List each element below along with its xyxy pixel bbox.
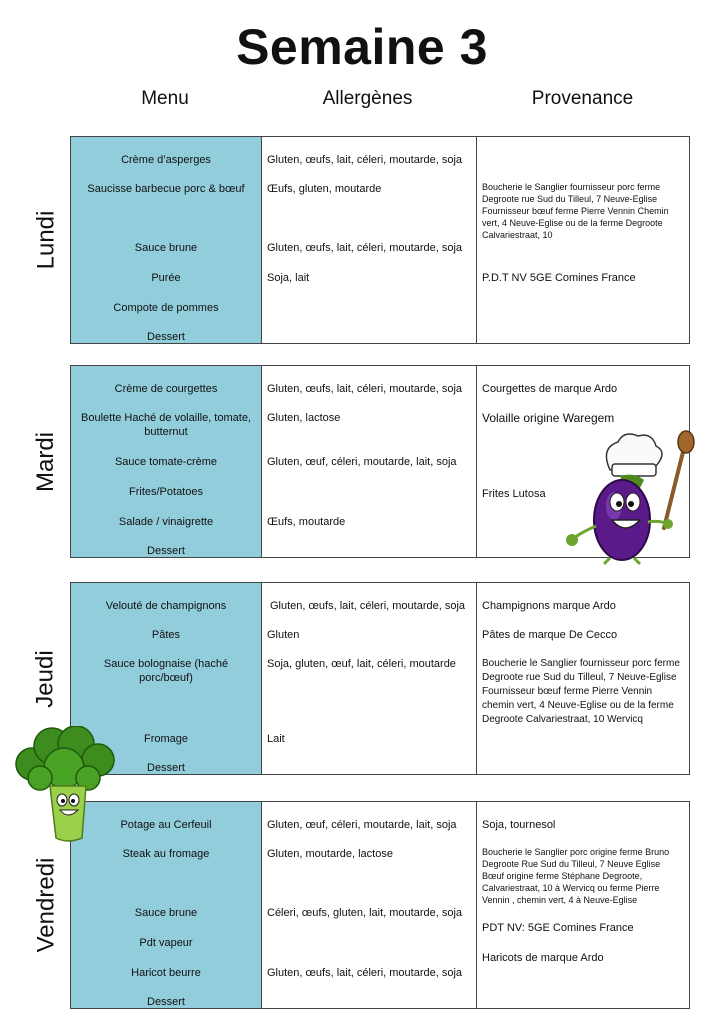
provenance-cell: Boucherie le Sanglier fournisseur porc ferme Degroote rue Sud du Tilleul, 7 Neuve-Eglise Fournisseur bœuf ferme Pierre Vennin chemin vert, 4 Neuve-Eglise ou de la ferme Degroote Calvariestraat, 10 Wervicq (482, 658, 680, 725)
day-label-jeudi: Jeudi (32, 649, 59, 708)
allergen-cell: Gluten, lactose (267, 412, 341, 424)
menu-item: Sauce brune (134, 242, 198, 254)
day-block-vendredi (70, 801, 690, 1009)
allergen-cell: Gluten, œufs, lait, céleri, moutarde, soja (267, 242, 463, 254)
allergen-cell: Gluten, moutarde, lactose (267, 848, 393, 860)
allergen-cell: Gluten (267, 629, 300, 641)
eggplant-chef-mascot (552, 428, 702, 568)
provenance-cell: Soja, tournesol (482, 819, 556, 831)
allergen-cell: Gluten, œuf, céleri, moutarde, lait, soja (267, 456, 457, 468)
menu-item: Crème d’asperges (121, 154, 211, 166)
menu-item: Pâtes (151, 629, 181, 641)
menu-item: Potage au Cerfeuil (120, 819, 212, 831)
menu-item: Dessert (147, 996, 185, 1008)
menu-item: Sauce tomate-crème (114, 456, 218, 468)
allergen-cell: Soja, gluten, œuf, lait, céleri, moutarde (267, 658, 456, 670)
provenance-cell: PDT NV: 5GE Comines France (482, 922, 634, 934)
allergen-cell: Gluten, œufs, lait, céleri, moutarde, soja (270, 600, 466, 612)
header-provenance: Provenance (531, 88, 634, 109)
menu-item: Steak au fromage (122, 848, 210, 860)
menu-item: Haricot beurre (131, 967, 201, 979)
menu-item: Crème de courgettes (114, 383, 218, 395)
menu-item: Frites/Potatoes (129, 486, 203, 498)
menu-item: Dessert (147, 762, 185, 774)
provenance-cell: P.D.T NV 5GE Comines France (482, 272, 636, 284)
header-allergens: Allergènes (322, 88, 413, 109)
allergen-cell: Œufs, gluten, moutarde (267, 183, 382, 195)
menu-item: Fromage (143, 733, 189, 745)
provenance-cell: Boucherie le Sanglier fournisseur porc ferme Degroote rue Sud du Tilleul, 7 Neuve-Eglise Fournisseur bœuf ferme Pierre Vennin Chemin vert, 4 Neuve-Eglise ou de la ferme Degroote Calvariestraat, 10 (482, 182, 669, 240)
page-title: Semaine 3 (236, 19, 488, 75)
allergen-cell: Lait (267, 733, 285, 745)
provenance-cell: Haricots de marque Ardo (482, 952, 604, 964)
menu-item: Saucisse barbecue porc & bœuf (87, 183, 245, 195)
allergen-column (261, 137, 477, 343)
provenance-cell: Frites Lutosa (482, 488, 546, 500)
menu-item: Salade / vinaigrette (118, 516, 214, 528)
provenance-cell: Courgettes de marque Ardo (482, 383, 618, 395)
allergen-cell: Soja, lait (267, 272, 310, 284)
allergen-cell: Gluten, œufs, lait, céleri, moutarde, soja (267, 383, 463, 395)
menu-item: Pdt vapeur (139, 937, 193, 949)
day-label-vendredi: Vendredi (32, 857, 59, 953)
header-menu: Menu (141, 88, 189, 109)
provenance-cell: Volaille origine Waregem (482, 411, 615, 425)
menu-item: Purée (151, 272, 181, 284)
allergen-cell: Céleri, œufs, gluten, lait, moutarde, soja (267, 907, 463, 919)
day-label-lundi: Lundi (32, 210, 60, 270)
provenance-cell: Pâtes de marque De Cecco (482, 629, 618, 641)
day-label-mardi: Mardi (32, 431, 60, 492)
allergen-cell: Œufs, moutarde (267, 516, 346, 528)
menu-item: Dessert (147, 545, 185, 557)
provenance-cell: Champignons marque Ardo (482, 600, 616, 612)
day-block-jeudi (70, 582, 690, 775)
allergen-cell: Gluten, œuf, céleri, moutarde, lait, soja (267, 819, 457, 831)
menu-item: Sauce bolognaise (haché porc/bœuf) (103, 658, 229, 684)
menu-item: Compote de pommes (113, 302, 219, 314)
menu-item: Boulette Haché de volaille, tomate, butternut (81, 412, 251, 438)
day-block-lundi (70, 136, 690, 344)
menu-item: Sauce brune (134, 907, 198, 919)
provenance-cell: Boucherie le Sanglier porc origine ferme Bruno Degroote Rue Sud du Tilleul, 7 Neuve Eglise Bœuf origine ferme Stéphane Degroote, Calvariestraat, 10 à Wervicq ou ferme Pierre Vennin , chemin vert, 4 à Neuve-Eglise (482, 847, 670, 905)
menu-item: Velouté de champignons (105, 600, 227, 612)
broccoli-mascot (10, 726, 120, 846)
allergen-cell: Gluten, œufs, lait, céleri, moutarde, soja (267, 967, 463, 979)
menu-item: Dessert (147, 331, 185, 343)
allergen-cell: Gluten, œufs, lait, céleri, moutarde, soja (267, 154, 463, 166)
